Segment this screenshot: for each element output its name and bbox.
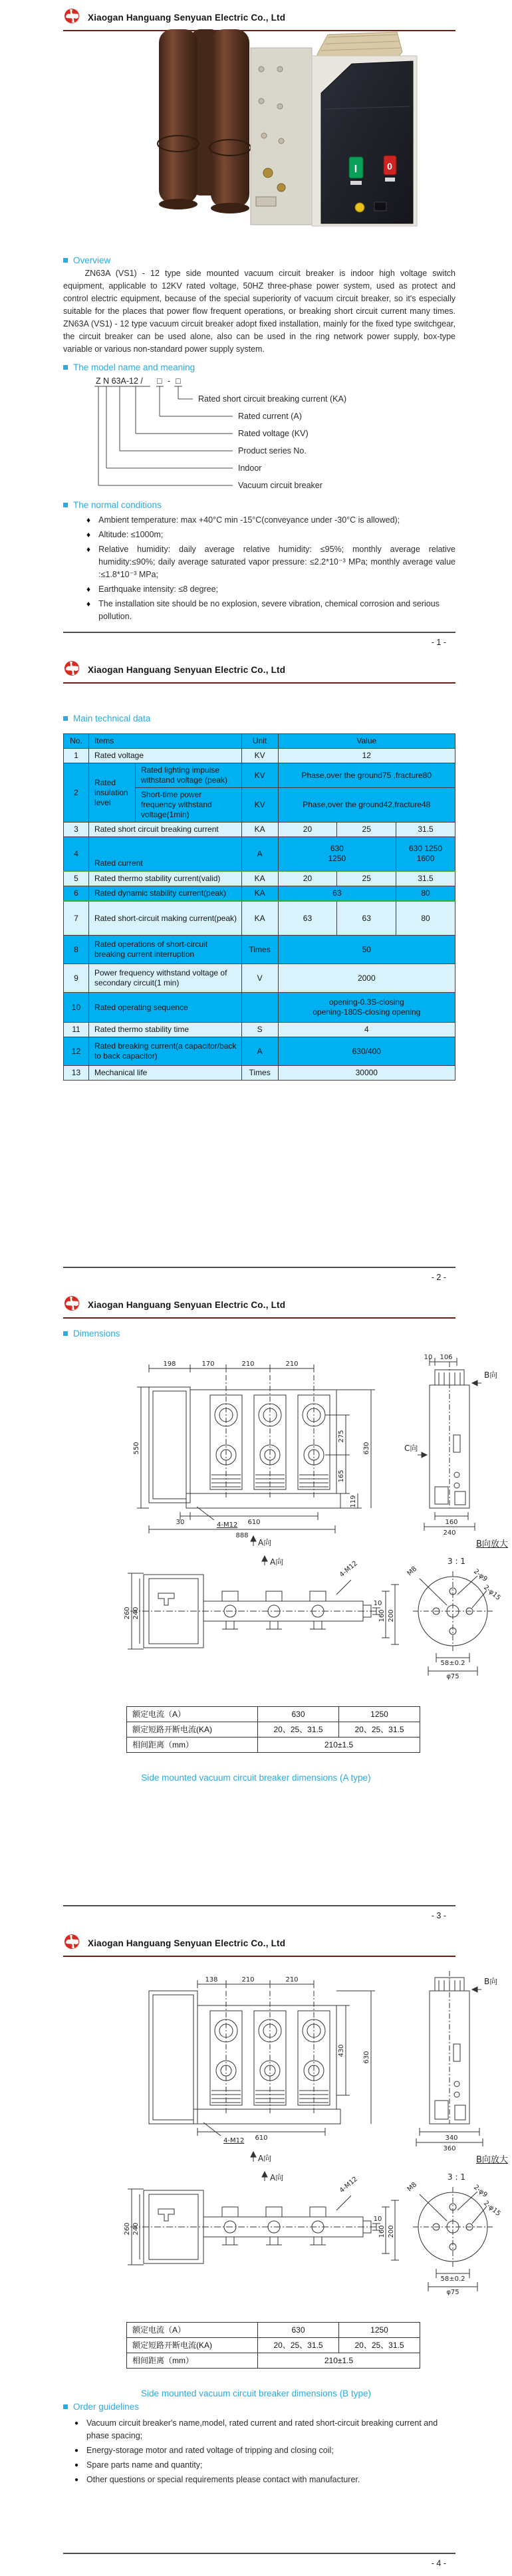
list-item: ♦ Altitude: ≤1000m;: [86, 529, 455, 541]
dim-label: 610: [247, 1519, 261, 1526]
tech-data-heading: [63, 713, 455, 723]
circle-bullet-icon: ●: [74, 2462, 79, 2469]
list-item: ● Vacuum circuit breaker's name,model, rated current and rated short-circuit breaking current and phase spacing;: [74, 2417, 455, 2442]
list-item: ● Energy-storage motor and rated voltage of tripping and closing coil;: [74, 2444, 455, 2457]
dim-label: φ75: [446, 2289, 459, 2296]
table-row: 3 Rated short circuit breaking current KA 20 25 31.5: [64, 823, 455, 837]
spec-table-b: [126, 2322, 420, 2369]
view-title: A向: [270, 1557, 284, 1567]
table-row: 额定短路开断电流(KA) 20、25、31.5 20、25、31.5: [127, 1722, 420, 1738]
order-heading-label: Order guidelines: [73, 2402, 140, 2412]
company-logo-icon: [63, 8, 82, 27]
col-header-value: Value: [278, 734, 455, 749]
technical-data-table: [63, 733, 455, 1081]
dimension-drawing-top-A: [117, 1555, 512, 1688]
company-logo-icon: [63, 1934, 82, 1953]
view-label-c: C向: [404, 1444, 418, 1453]
page-footer: [63, 1905, 455, 1920]
table-header-row: [64, 734, 455, 749]
view-label-b: B向: [484, 1370, 498, 1380]
dimensions-heading-label: Dimensions: [73, 1329, 120, 1339]
dim-note: 4-M12: [223, 2137, 245, 2144]
open-button: [384, 156, 396, 182]
overview-heading: [63, 255, 455, 265]
dim-label: 210: [241, 1360, 255, 1368]
dim-label: 160: [378, 1609, 386, 1622]
page-footer: [63, 632, 455, 647]
dim-label: 200: [388, 2225, 395, 2238]
dim-label: 10: [373, 2216, 382, 2223]
detail-scale: 3 : 1: [448, 1557, 465, 1566]
model-diagram: [93, 375, 455, 498]
dim-label: 58±0.2: [440, 2275, 465, 2283]
dim-label: 10: [424, 1354, 433, 1361]
dim-label: 138: [205, 1976, 218, 1984]
dim-label: 275: [338, 1430, 345, 1443]
model-label-1: Rated current (A): [238, 412, 302, 421]
dim-note: 2-φ15: [482, 2199, 502, 2218]
list-item: ● Other questions or special requirements please contact with manufacturer.: [74, 2474, 455, 2486]
dim-label: 198: [163, 1360, 176, 1368]
page-number: - 1 -: [431, 638, 446, 647]
front-panel: [321, 61, 413, 223]
counter-window: [374, 202, 386, 211]
dim-label: 210: [285, 1976, 299, 1984]
table-row: Short-time power frequency withstand voltage(1min) KV Phase,over the ground42,fracture48: [64, 788, 455, 823]
dim-label: φ75: [446, 1673, 459, 1680]
diamond-bullet-icon: ♦: [86, 599, 91, 608]
model-label-3: Product series No.: [238, 446, 307, 455]
model-heading-label: The model name and meaning: [73, 362, 195, 372]
drawing-caption-b: Side mounted vacuum circuit breaker dimensions (B type): [141, 2388, 371, 2398]
list-item: ♦ Relative humidity: daily average relative humidity: ≤95%; monthly average relative humidity:≤90%; daily average saturated vapor pressure: ≤2.2*10⁻³ MPa; monthly average value :≤1.8*10⁻³ MPa;: [86, 543, 455, 581]
table-row: 相间距离（mm） 210±1.5: [127, 1738, 420, 1753]
model-label-2: Rated voltage (KV): [238, 429, 309, 438]
table-row: 9 Power frequency withstand voltage of secondary circuit(1 min) V 2000: [64, 964, 455, 993]
page-2: [0, 655, 512, 1290]
dim-label: 240: [443, 1529, 456, 1537]
dim-label: 119: [350, 1495, 357, 1508]
section-bullet-icon: [63, 716, 68, 721]
circle-bullet-icon: ●: [74, 2476, 79, 2484]
page-number: - 4 -: [431, 2559, 446, 2568]
table-row: 1 Rated voltage KV 12: [64, 749, 455, 763]
energy-indicator: [355, 203, 364, 212]
page-footer: [63, 1267, 455, 1282]
dim-label: 210: [241, 1976, 255, 1984]
table-row: 额定短路开断电流(KA) 20、25、31.5 20、25、31.5: [127, 2338, 420, 2353]
table-row: 7 Rated short-circuit making current(peak) KA 63 63 80: [64, 901, 455, 936]
diamond-bullet-icon: ♦: [86, 530, 91, 539]
dim-note: M8: [406, 1565, 419, 1578]
table-row: 额定电流（A） 630 1250: [127, 1707, 420, 1722]
conditions-heading: [63, 500, 455, 510]
dim-note: 2-φ9: [472, 2183, 489, 2200]
view-label-a: A向: [258, 1538, 272, 1547]
detail-scale: 3 : 1: [448, 2172, 465, 2182]
dimension-drawing-top-B: [117, 2170, 512, 2303]
dim-label: 360: [443, 2145, 456, 2152]
order-heading: [63, 2402, 455, 2412]
page-header: [63, 1934, 455, 1957]
page-header: [63, 660, 455, 684]
dim-label: 106: [440, 1354, 453, 1361]
dim-label: 58±0.2: [440, 1660, 465, 1667]
dim-label: 160: [445, 1519, 458, 1526]
table-row: 11 Rated thermo stability time S 4: [64, 1023, 455, 1037]
dim-note: 4-M12: [338, 1559, 359, 1579]
table-row: 12 Rated breaking current(a capacitor/back to back capacitor) A 630/400: [64, 1037, 455, 1066]
model-label-0: Rated short circuit breaking current (KA): [198, 394, 347, 404]
page-1: [0, 0, 512, 655]
overview-heading-label: Overview: [73, 255, 111, 265]
list-item: ♦ Ambient temperature: max +40°C min -15°C(conveyance under -30°C is allowed);: [86, 514, 455, 527]
dim-label: 610: [255, 2134, 268, 2142]
col-header-no: No.: [64, 734, 89, 749]
dim-label: 888: [235, 1532, 249, 1539]
section-bullet-icon: [63, 1331, 68, 1336]
table-row: 2 Rated insulation level Rated lighting impulse withstand voltage (peak) KV Phase,over the ground75 ,fracture80: [64, 763, 455, 788]
dim-label: 240: [132, 1607, 140, 1620]
dim-note: 4-M12: [217, 1521, 238, 1529]
table-row: 相间距离（mm） 210±1.5: [127, 2353, 420, 2369]
dim-note: 4-M12: [338, 2175, 359, 2195]
dim-label: 630: [363, 1442, 370, 1455]
table-row: 4 Rated current A 630 1250 630 1250 1600: [64, 837, 455, 872]
dim-note: 2-φ9: [472, 1567, 489, 1584]
svg-text:I: I: [354, 164, 358, 175]
top-cap: [317, 32, 402, 59]
dim-note: 2-φ15: [482, 1583, 502, 1603]
order-list: [74, 2415, 455, 2486]
company-name: Xiaogan Hanguang Senyuan Electric Co., Ltd: [88, 13, 286, 23]
circle-bullet-icon: ●: [74, 2420, 79, 2427]
company-logo-icon: [63, 1295, 82, 1315]
drawing-caption-a: Side mounted vacuum circuit breaker dimensions (A type): [141, 1773, 371, 1783]
dim-label: 630: [363, 2051, 370, 2064]
view-label-a: A向: [258, 2154, 272, 2163]
dim-label: 160: [378, 2225, 386, 2238]
dim-label: 10: [373, 1600, 382, 1607]
list-item: ♦ Earthquake intensity: ≤8 degree;: [86, 583, 455, 596]
list-item: ● Spare parts name and quantity;: [74, 2459, 455, 2472]
dim-label: 210: [285, 1360, 299, 1368]
model-dash: -: [168, 376, 171, 386]
tech-data-heading-label: Main technical data: [73, 713, 151, 723]
table-row: 13 Mechanical life Times 30000: [64, 1066, 455, 1081]
company-name: Xiaogan Hanguang Senyuan Electric Co., Ltd: [88, 665, 286, 675]
dimension-drawing-front-B: [117, 1964, 512, 2164]
dim-label: 170: [201, 1360, 215, 1368]
detail-caption: B向放大: [476, 2155, 508, 2164]
table-row: 6 Rated dynamic stability current(peak) KA 63 80: [64, 886, 455, 902]
diamond-bullet-icon: ♦: [86, 584, 91, 594]
model-box-2: □: [176, 376, 181, 386]
table-row: 额定电流（A） 630 1250: [127, 2323, 420, 2338]
page-header: [63, 8, 455, 31]
col-header-items: Items: [88, 734, 241, 749]
dimensions-heading: [63, 1329, 455, 1339]
svg-text:0: 0: [387, 161, 392, 172]
model-label-4: Indoor: [238, 463, 262, 473]
page-footer: [63, 2553, 455, 2568]
dim-label: 240: [132, 2222, 140, 2236]
table-row: 10 Rated operating sequence opening-0.3S-closing opening-180S-closing opening: [64, 993, 455, 1023]
model-box-1: □: [157, 376, 162, 386]
section-bullet-icon: [63, 365, 68, 370]
conditions-heading-label: The normal conditions: [73, 500, 162, 510]
dim-label: 200: [388, 1609, 395, 1622]
dim-label: 260: [124, 2222, 131, 2236]
model-label-5: Vacuum circuit breaker: [238, 481, 322, 490]
dim-label: 340: [445, 2134, 458, 2142]
model-code: Z N 63A-12 /: [96, 376, 143, 386]
page-number: - 3 -: [431, 1911, 446, 1920]
list-item: ♦ The installation site should be no explosion, severe vibration, chemical corrosion and serious pollution.: [86, 598, 455, 623]
dimension-drawing-front-A: [117, 1349, 512, 1548]
dim-label: 165: [338, 1470, 345, 1483]
view-title: A向: [270, 2173, 284, 2182]
section-bullet-icon: [63, 2404, 68, 2409]
page-3: [0, 1290, 512, 1928]
company-name: Xiaogan Hanguang Senyuan Electric Co., Ltd: [88, 1938, 286, 1948]
dim-label: 430: [338, 2044, 345, 2057]
dim-label: 550: [133, 1442, 140, 1455]
table-row: 8 Rated operations of short-circuit breaking current interruption Times 50: [64, 936, 455, 964]
section-bullet-icon: [63, 503, 68, 507]
spec-table-a: [126, 1706, 420, 1753]
overview-paragraph: ZN63A (VS1) - 12 type side mounted vacuum circuit breaker is indoor high voltage switch equipment, applicable to 12KV rated voltage, 50HZ three-phase power system, used as protect and control electric equipment, because of the special superiority of vacuum circuit breaker, so it's especially suitable for the places that power flow frequent operations, or breaking short circuit current many times. ZN63A (VS1) - 12 type vacuum circuit breaker adopt fixed installation, mainly for the fixed type switchgear, the circuit breaker can be used alone, also can be used in the ring network power supply, box-type variable or various non-standard power supply system.: [63, 269, 455, 354]
page-4: [0, 1928, 512, 2576]
dim-label: 260: [124, 1607, 131, 1620]
diamond-bullet-icon: ♦: [86, 515, 91, 525]
table-row: 5 Rated thermo stability current(valid) KA 20 25 31.5: [64, 871, 455, 886]
view-label-b: B向: [484, 1977, 498, 1986]
product-photo: [150, 29, 429, 232]
page-header: [63, 1295, 455, 1319]
page-number: - 2 -: [431, 1273, 446, 1282]
conditions-list: [86, 512, 455, 623]
model-heading: [63, 362, 455, 372]
circle-bullet-icon: ●: [74, 2447, 79, 2454]
mounting-plate: [251, 48, 312, 225]
dim-label: 30: [176, 1519, 185, 1526]
company-name: Xiaogan Hanguang Senyuan Electric Co., Ltd: [88, 1300, 286, 1310]
diamond-bullet-icon: ♦: [86, 545, 91, 554]
section-bullet-icon: [63, 258, 68, 263]
detail-caption: B向放大: [476, 1539, 508, 1548]
company-logo-icon: [63, 660, 82, 680]
dim-note: M8: [406, 2181, 419, 2194]
col-header-unit: Unit: [241, 734, 278, 749]
